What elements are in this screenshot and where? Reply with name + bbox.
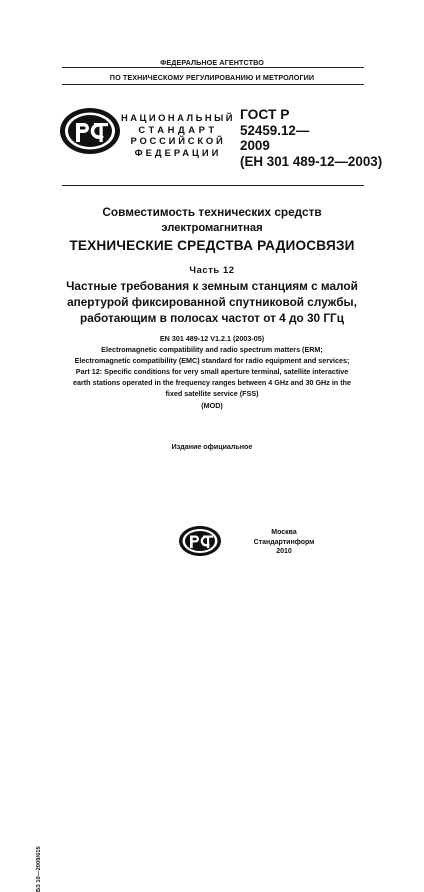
publisher-logo-icon [177, 524, 223, 558]
main-title: ТЕХНИЧЕСКИЕ СРЕДСТВА РАДИОСВЯЗИ [69, 238, 355, 253]
english-line: EN 301 489-12 V1.2.1 (2003-05) [159, 334, 265, 343]
header-divider-bottom [62, 84, 364, 85]
publisher-city: Москва [271, 529, 297, 536]
title-line-2: электромагнитная [161, 222, 263, 234]
english-line: Electromagnetic compatibility and radio spectrum matters (ERM; [101, 345, 323, 355]
part-number: Часть 12 [189, 264, 235, 275]
standard-label-line: НАЦИОНАЛЬНЫЙ [120, 112, 236, 123]
english-line: (MOD) [201, 400, 223, 410]
header-divider-top [62, 67, 364, 68]
side-code: БЗ 10—2009/615 [36, 846, 42, 892]
publisher-imprint [234, 528, 334, 557]
agency-subtitle: ПО ТЕХНИЧЕСКОМУ РЕГУЛИРОВАНИЮ И МЕТРОЛОГИИ [109, 73, 315, 82]
subtitle-line: апертурой фиксированной спутниковой службы, [67, 294, 357, 309]
title-divider [62, 185, 364, 186]
agency-name: ФЕДЕРАЛЬНОЕ АГЕНТСТВО [160, 58, 264, 67]
publisher-name: Стандартинформ [253, 538, 315, 546]
title-line-1: Совместимость технических средств [102, 205, 322, 219]
subtitle-line: Частные требования к земным станциям с малой [66, 279, 358, 293]
standard-label-line: РОССИЙСКОЙ [130, 135, 226, 147]
gost-prefix: ГОСТ Р [240, 107, 290, 122]
standard-label-line: СТАНДАРТ [138, 123, 218, 135]
english-line: fixed satellite service (FSS) [165, 389, 259, 399]
gost-year: 2009 [240, 138, 270, 153]
rst-logo-icon [58, 106, 122, 156]
gost-equivalent: (ЕН 301 489-12—2003) [240, 153, 383, 169]
edition-note: Издание официальное [171, 443, 253, 451]
subtitle [0, 279, 424, 326]
gost-number: 52459.12— [240, 122, 310, 138]
subtitle-line: работающим в полосах частот от 4 до 30 ГГц [79, 310, 344, 325]
gost-designation [240, 107, 410, 169]
standard-label [118, 112, 238, 158]
standard-label-line: ФЕДЕРАЦИИ [134, 146, 222, 158]
english-reference [0, 333, 424, 411]
english-line: earth stations operated in the frequency ranges between 4 GHz and 30 GHz in the [73, 378, 351, 388]
english-line: Electromagnetic compatibility (EMC) standard for radio equipment and services; [74, 356, 350, 366]
publisher-year: 2010 [276, 548, 292, 556]
english-line: Part 12: Specific conditions for very small aperture terminal, satellite interactive [75, 367, 349, 377]
